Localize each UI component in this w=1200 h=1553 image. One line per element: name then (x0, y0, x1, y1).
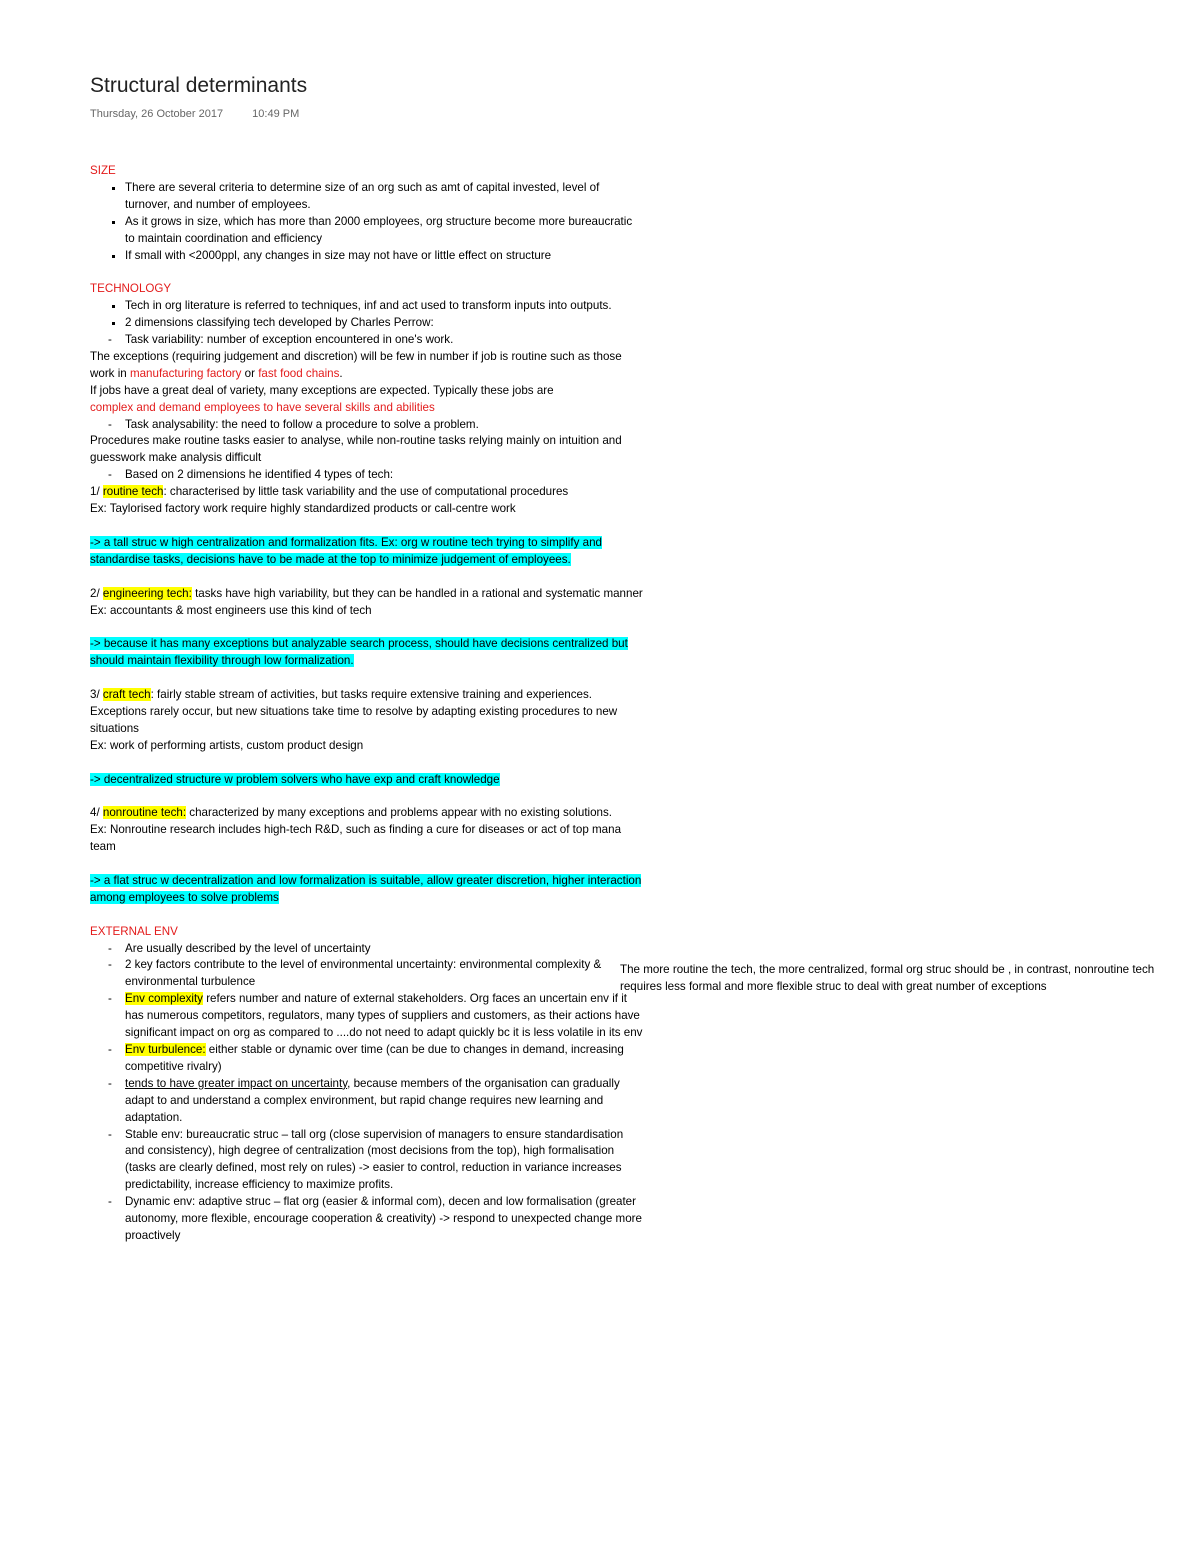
highlight-cyan: -> a flat struc w decentralization and low formalization is suitable, allow greater discretion, higher interaction among employees to solve problems (90, 873, 642, 904)
highlight-yellow: routine tech (102, 485, 164, 499)
highlight-yellow: Env complexity (125, 992, 203, 1006)
engineering-tech-example: Ex: accountants & most engineers use this kind of tech (90, 603, 372, 617)
highlight-yellow: engineering tech: (102, 586, 192, 600)
list-item: - Stable env: bureaucratic struc – tall org (close supervision of managers to ensure standardisation and consistency), high degree of centralization (most decisions from the top), high formalisation (tasks are clearly defined, most rely on rules) -> easier to control, reduction in variance increases predictability, increase efficiency to maximize profits. (125, 1127, 645, 1195)
note-meta (90, 108, 325, 120)
procedures-paragraph: Procedures make routine tasks easier to analyse, while non-routine tasks relying mainly on intuition and guesswork make analysis difficult (90, 434, 622, 465)
routine-tech-example: Ex: Taylorised factory work require highly standardized products or call-centre work (90, 502, 516, 516)
exceptions-paragraph: The exceptions (requiring judgement and discretion) will be few in number if job is routine such as those work in manufacturing factory or fast food chains. (90, 349, 622, 380)
routine-tech-note (90, 535, 645, 569)
nonroutine-tech-example: Ex: Nonroutine research includes high-tech R&D, such as finding a cure for diseases or act of top mana team (90, 823, 622, 854)
section-heading-size: SIZE (90, 164, 116, 177)
underlined-text: tends to have greater impact on uncertainty (125, 1076, 348, 1090)
nonroutine-tech-line: 4/ nonroutine tech: characterized by many exceptions and problems appear with no existing solutions. (90, 806, 613, 820)
page-title: Structural determinants (90, 74, 308, 97)
list-item: - Env complexity refers number and nature of external stakeholders. Org faces an uncertain env if it has numerous competitors, regulators, many types of suppliers and customers, as their actions have significant impact on org as compared to ....do not need to adapt quickly bc it is less volatile in its env (125, 991, 645, 1042)
note-body (90, 163, 645, 1245)
section-heading-technology: TECHNOLOGY (90, 282, 172, 296)
list-item: - Env turbulence: either stable or dynamic over time (can be due to changes in demand, increasing competitive rivalry) (125, 1042, 645, 1076)
variety-red-text: complex and demand employees to have several skills and abilities (90, 400, 435, 414)
list-item: ▪ There are several criteria to determine size of an org such as amt of capital invested, level of turnover, and number of employees. (125, 180, 645, 214)
craft-tech-note (90, 772, 645, 789)
list-item: ▪ If small with <2000ppl, any changes in size may not have or little effect on structure (125, 248, 645, 265)
technology-list (90, 298, 645, 332)
highlight-yellow: nonroutine tech: (102, 806, 187, 820)
highlight-red: manufacturing factory (129, 366, 242, 380)
engineering-tech-note (90, 636, 645, 670)
craft-tech-line: 3/ craft tech: fairly stable stream of activities, but tasks require extensive training and experiences. Exceptions rarely occur, but new situations take time to resolve by adapting existing procedures to new situations (90, 688, 618, 735)
list-item: - Task analysability: the need to follow a procedure to solve a problem. (125, 417, 645, 434)
external-env-list (90, 941, 645, 1245)
highlight-cyan: -> decentralized structure w problem solvers who have exp and craft knowledge (90, 772, 500, 786)
list-item: - Are usually described by the level of uncertainty (125, 941, 645, 958)
list-item: - 2 key factors contribute to the level of environmental uncertainty: environmental complexity & environmental turbulence (125, 957, 645, 991)
nonroutine-tech-note (90, 873, 645, 907)
note-date: Thursday, 26 October 2017 (90, 108, 224, 120)
routine-tech-line: 1/ routine tech: characterised by little task variability and the use of computational procedures (90, 485, 569, 499)
list-item: ▪ Tech in org literature is referred to techniques, inf and act used to transform inputs into outputs. (125, 298, 645, 315)
list-item: - Based on 2 dimensions he identified 4 types of tech: (125, 467, 645, 484)
note-time: 10:49 PM (252, 108, 300, 120)
engineering-tech-line: 2/ engineering tech: tasks have high variability, but they can be handled in a rational and systematic manner (90, 586, 643, 600)
variety-paragraph: If jobs have a great deal of variety, many exceptions are expected. Typically these jobs are (90, 383, 554, 397)
highlight-yellow: Env turbulence: (125, 1042, 206, 1056)
highlight-red: fast food chains (258, 366, 340, 380)
list-item: - Task variability: number of exception encountered in one's work. (125, 332, 645, 349)
side-note: The more routine the tech, the more centralized, formal org struc should be , in contrast, nonroutine tech requires less formal and more flexible struc to deal with great number of exceptions (620, 963, 1155, 993)
list-item: ▪ As it grows in size, which has more than 2000 employees, org structure become more bureaucratic to maintain coordination and efficiency (125, 214, 645, 248)
highlight-yellow: craft tech (102, 688, 151, 702)
section-heading-external-env: EXTERNAL ENV (90, 924, 178, 938)
craft-tech-example: Ex: work of performing artists, custom product design (90, 738, 364, 752)
highlight-cyan: -> a tall struc w high centralization and formalization fits. Ex: org w routine tech trying to simplify and standardise tasks, decisions have to be made at the top to minimize judgement of employees. (90, 535, 602, 566)
size-list (90, 180, 645, 265)
highlight-cyan: -> because it has many exceptions but analyzable search process, should have decisions centralized but should maintain flexibility through low formalization. (90, 637, 628, 668)
list-item: - Dynamic env: adaptive struc – flat org (easier & informal com), decen and low formalisation (greater autonomy, more flexible, encourage cooperation & creativity) -> respond to unexpected change more proactively (125, 1194, 645, 1245)
list-item: ▪ 2 dimensions classifying tech developed by Charles Perrow: (125, 315, 645, 332)
list-item: - tends to have greater impact on uncertainty, because members of the organisation can gradually adapt to and understand a complex environment, but rapid change requires new learning and adaptation. (125, 1076, 645, 1127)
